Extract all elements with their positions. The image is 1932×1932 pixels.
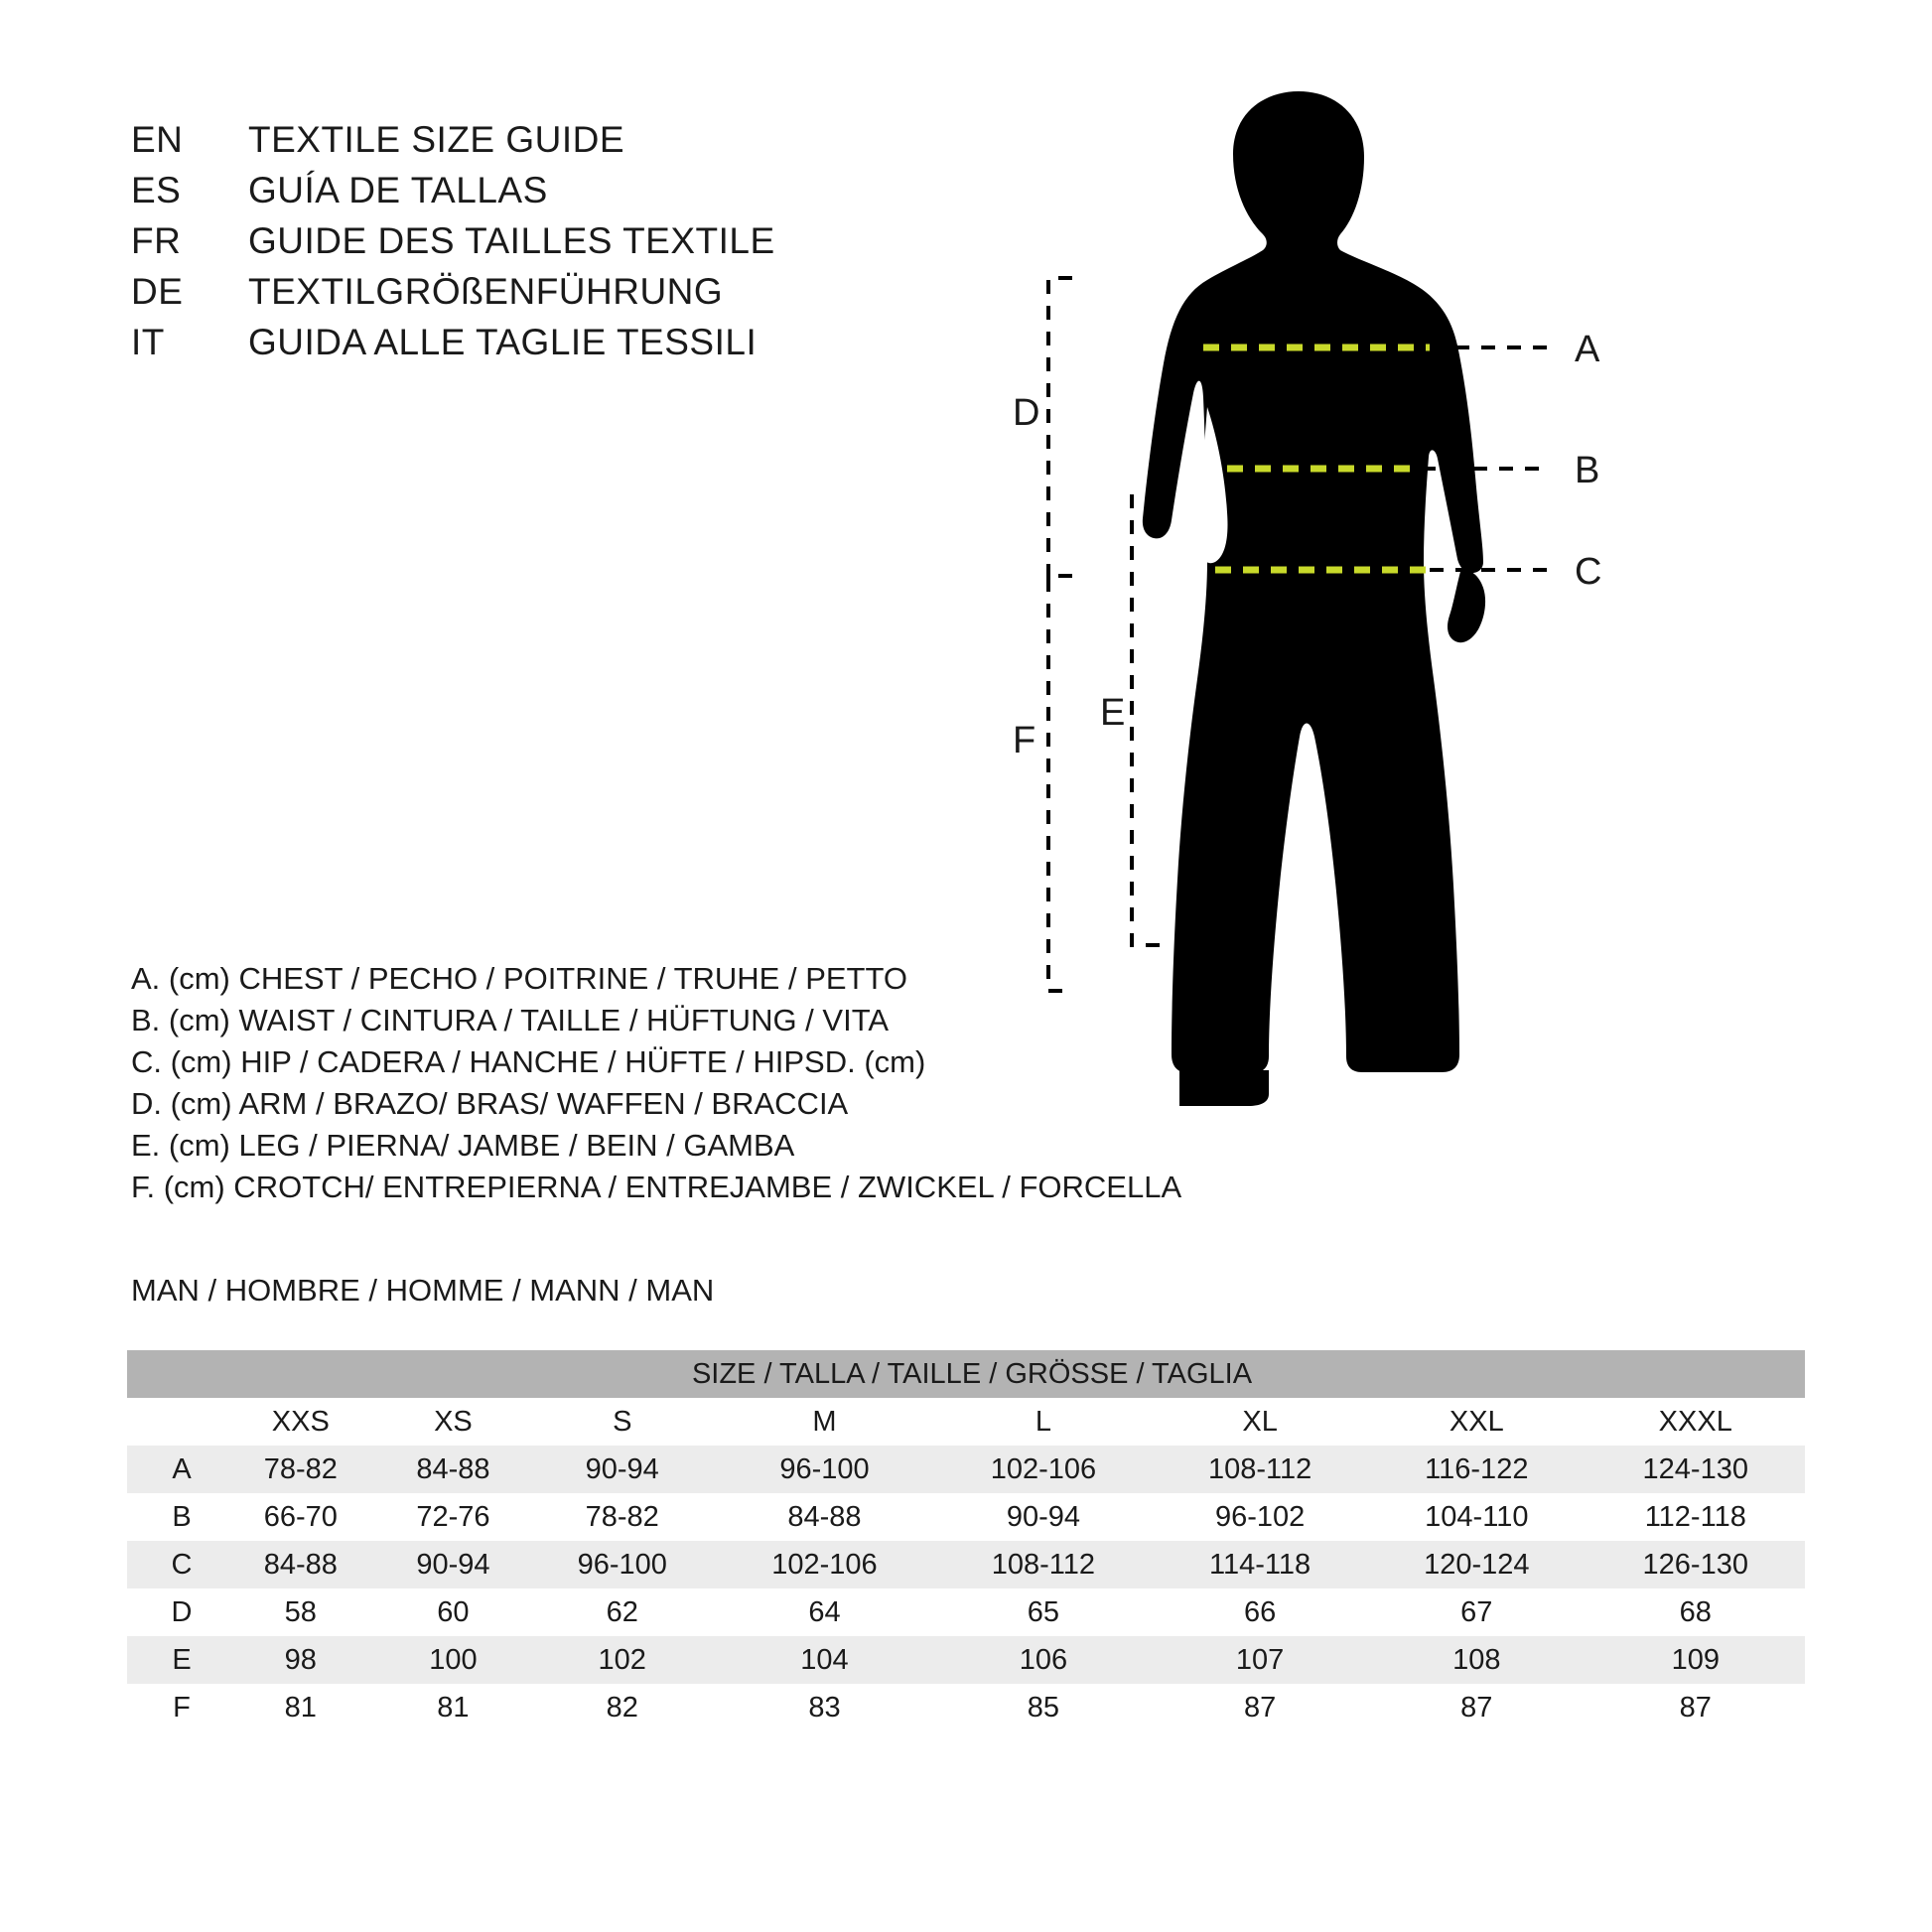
cell-b-xxl: 104-110 — [1367, 1493, 1586, 1541]
table-row — [127, 1588, 1805, 1636]
title-row — [131, 220, 775, 271]
cell-f-xl: 87 — [1153, 1684, 1367, 1731]
arm-bracket — [1048, 278, 1072, 576]
title-row — [131, 322, 775, 372]
label-f: F — [1013, 720, 1036, 761]
cell-d-xxxl: 68 — [1587, 1588, 1805, 1636]
col-header-s: S — [529, 1398, 715, 1446]
table-row — [127, 1446, 1805, 1493]
legend-item-a: A. (cm) CHEST / PECHO / POITRINE / TRUHE / PETTO — [131, 961, 907, 996]
cell-c-xl: 114-118 — [1153, 1541, 1367, 1588]
cell-f-xs: 81 — [377, 1684, 530, 1731]
cell-c-xxs: 84-88 — [224, 1541, 377, 1588]
title-lang-it: IT — [131, 322, 165, 362]
cell-b-l: 90-94 — [934, 1493, 1153, 1541]
row-label-d: D — [127, 1588, 224, 1636]
cell-a-xxl: 116-122 — [1367, 1446, 1586, 1493]
cell-f-l: 85 — [934, 1684, 1153, 1731]
cell-c-l: 108-112 — [934, 1541, 1153, 1588]
legend-item-c: C. (cm) HIP / CADERA / HANCHE / HÜFTE / HIPSD. (cm) — [131, 1044, 926, 1079]
label-b: B — [1575, 450, 1600, 491]
size-table-wrapper — [127, 1350, 1805, 1731]
col-header-xxs: XXS — [224, 1398, 377, 1446]
table-header-row — [127, 1398, 1805, 1446]
cell-a-s: 90-94 — [529, 1446, 715, 1493]
cell-c-s: 96-100 — [529, 1541, 715, 1588]
title-lang-de: DE — [131, 271, 184, 312]
col-header-m: M — [715, 1398, 933, 1446]
cell-a-xl: 108-112 — [1153, 1446, 1367, 1493]
title-lang-en: EN — [131, 119, 184, 160]
table-band-header-row — [127, 1350, 1805, 1398]
title-row — [131, 170, 775, 220]
legend-item-d: D. (cm) ARM / BRAZO/ BRAS/ WAFFEN / BRACCIA — [131, 1086, 849, 1121]
cell-f-xxl: 87 — [1367, 1684, 1586, 1731]
legend-item-b: B. (cm) WAIST / CINTURA / TAILLE / HÜFTUNG / VITA — [131, 1003, 890, 1037]
crotch-bracket — [1048, 576, 1072, 991]
cell-b-xs: 72-76 — [377, 1493, 530, 1541]
table-row — [127, 1636, 1805, 1684]
size-table — [127, 1350, 1805, 1731]
legend-item-f: F. (cm) CROTCH/ ENTREPIERNA / ENTREJAMBE / ZWICKEL / FORCELLA — [131, 1170, 1182, 1204]
cell-f-xxs: 81 — [224, 1684, 377, 1731]
title-block — [131, 119, 775, 372]
cell-c-xxl: 120-124 — [1367, 1541, 1586, 1588]
label-a: A — [1575, 329, 1600, 370]
cell-d-xl: 66 — [1153, 1588, 1367, 1636]
cell-a-xs: 84-88 — [377, 1446, 530, 1493]
cell-d-xxs: 58 — [224, 1588, 377, 1636]
col-header-l: L — [934, 1398, 1153, 1446]
body-measurement-diagram — [1013, 79, 1866, 1201]
table-row — [127, 1493, 1805, 1541]
cell-e-xxl: 108 — [1367, 1636, 1586, 1684]
cell-a-xxxl: 124-130 — [1587, 1446, 1805, 1493]
label-d: D — [1013, 392, 1040, 434]
title-text-de: TEXTILGRÖßENFÜHRUNG — [248, 271, 724, 312]
row-label-e: E — [127, 1636, 224, 1684]
cell-f-s: 82 — [529, 1684, 715, 1731]
row-label-a: A — [127, 1446, 224, 1493]
row-label-f: F — [127, 1684, 224, 1731]
cell-b-m: 84-88 — [715, 1493, 933, 1541]
row-label-c: C — [127, 1541, 224, 1588]
cell-d-m: 64 — [715, 1588, 933, 1636]
cell-d-l: 65 — [934, 1588, 1153, 1636]
legend-item-e: E. (cm) LEG / PIERNA/ JAMBE / BEIN / GAMBA — [131, 1128, 795, 1163]
cell-a-l: 102-106 — [934, 1446, 1153, 1493]
title-row — [131, 119, 775, 170]
cell-e-s: 102 — [529, 1636, 715, 1684]
cell-a-xxs: 78-82 — [224, 1446, 377, 1493]
label-e: E — [1100, 692, 1126, 734]
col-header-xl: XL — [1153, 1398, 1367, 1446]
title-text-it: GUIDA ALLE TAGLIE TESSILI — [248, 322, 758, 362]
cell-e-xxs: 98 — [224, 1636, 377, 1684]
cell-d-xxl: 67 — [1367, 1588, 1586, 1636]
cell-e-xxxl: 109 — [1587, 1636, 1805, 1684]
title-lang-es: ES — [131, 170, 182, 210]
cell-d-s: 62 — [529, 1588, 715, 1636]
male-silhouette-icon — [1143, 91, 1485, 1106]
cell-c-xs: 90-94 — [377, 1541, 530, 1588]
label-c: C — [1575, 551, 1602, 593]
gender-note: MAN / HOMBRE / HOMME / MANN / MAN — [131, 1273, 715, 1308]
cell-e-l: 106 — [934, 1636, 1153, 1684]
cell-a-m: 96-100 — [715, 1446, 933, 1493]
cell-e-m: 104 — [715, 1636, 933, 1684]
table-row — [127, 1541, 1805, 1588]
cell-b-xxs: 66-70 — [224, 1493, 377, 1541]
cell-e-xl: 107 — [1153, 1636, 1367, 1684]
cell-b-s: 78-82 — [529, 1493, 715, 1541]
cell-b-xxxl: 112-118 — [1587, 1493, 1805, 1541]
cell-c-xxxl: 126-130 — [1587, 1541, 1805, 1588]
title-row — [131, 271, 775, 322]
col-header-xs: XS — [377, 1398, 530, 1446]
size-band-header: SIZE / TALLA / TAILLE / GRÖSSE / TAGLIA — [127, 1350, 1805, 1398]
cell-b-xl: 96-102 — [1153, 1493, 1367, 1541]
leg-bracket — [1132, 496, 1160, 945]
title-text-fr: GUIDE DES TAILLES TEXTILE — [248, 220, 775, 261]
row-label-b: B — [127, 1493, 224, 1541]
cell-f-xxxl: 87 — [1587, 1684, 1805, 1731]
col-header-xxxl: XXXL — [1587, 1398, 1805, 1446]
cell-c-m: 102-106 — [715, 1541, 933, 1588]
title-text-en: TEXTILE SIZE GUIDE — [248, 119, 625, 160]
col-header-xxl: XXL — [1367, 1398, 1586, 1446]
cell-f-m: 83 — [715, 1684, 933, 1731]
corner-cell — [127, 1398, 224, 1446]
title-lang-fr: FR — [131, 220, 182, 261]
title-text-es: GUÍA DE TALLAS — [248, 170, 548, 210]
cell-d-xs: 60 — [377, 1588, 530, 1636]
cell-e-xs: 100 — [377, 1636, 530, 1684]
table-row — [127, 1684, 1805, 1731]
